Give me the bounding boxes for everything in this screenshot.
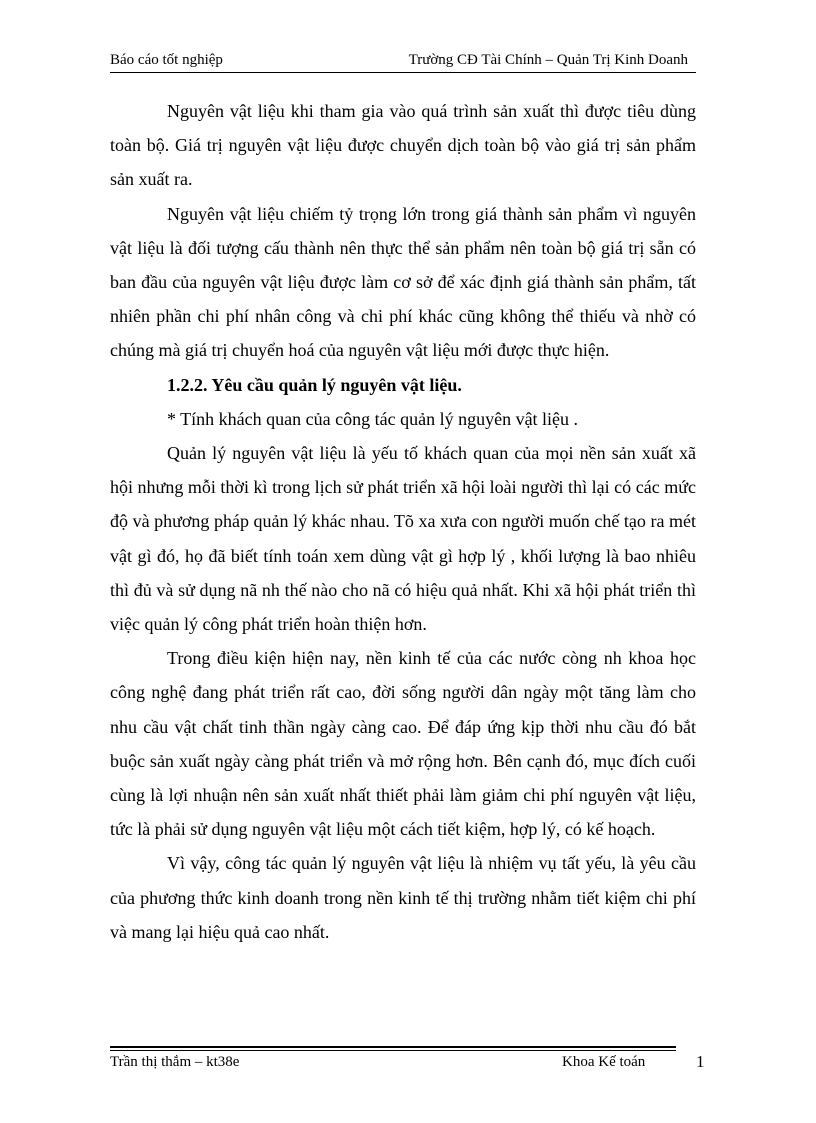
paragraph: Quản lý nguyên vật liệu là yếu tố khách quan của mọi nền sản xuất xã hội nhưng mỗi thời kì trong lịch sử phát triển xã hội loài người thì lại có các mức độ và phương pháp quản lý khác nhau. Tõ xa xưa con người muốn chế tạo ra mét vật gì đó, họ đã biết tính toán xem dùng vật gì hợp lý , khối lượng là bao nhiêu thì đủ và sử dụng nã nh thế nào cho nã có hiệu quả nhất. Khi xã hội phát triển thì việc quản lý công phát triển hoàn thiện hơn. xyxy=(110,443,696,635)
header-report-title: Báo cáo tốt nghiệp xyxy=(110,52,223,68)
header-school-name: Trường CĐ Tài Chính – Quản Trị Kinh Doanh xyxy=(408,52,688,68)
body-content xyxy=(110,94,696,949)
page-header xyxy=(110,52,696,73)
footer-divider xyxy=(110,1046,676,1048)
paragraph: Trong điều kiện hiện nay, nền kinh tế của các nước còng nh khoa học công nghệ đang phát triển rất cao, đời sống người dân ngày một tăng làm cho nhu cầu vật chất tinh thần ngày càng cao. Để đáp ứng kịp thời nhu cầu đó bắt buộc sản xuất ngày càng phát triển và mở rộng hơn. Bên cạnh đó, mục đích cuối cùng là lợi nhuận nên sản xuất nhất thiết phải làm giảm chi phí nguyên vật liệu, tức là phải sử dụng nguyên vật liệu một cách tiết kiệm, hợp lý, có kế hoạch. xyxy=(110,648,696,840)
subheading: * Tính khách quan của công tác quản lý nguyên vật liệu . xyxy=(167,408,579,429)
page-number: 1 xyxy=(696,1052,705,1071)
paragraph: Nguyên vật liệu khi tham gia vào quá trình sản xuất thì được tiêu dùng toàn bộ. Giá trị nguyên vật liệu được chuyển dịch toàn bộ vào giá trị sản phẩm sản xuất ra. xyxy=(110,101,696,190)
footer-divider-thin xyxy=(110,1050,676,1051)
paragraph: Vì vậy, công tác quản lý nguyên vật liệu là nhiệm vụ tất yếu, là yêu cầu của phương thức kinh doanh trong nền kinh tế thị trường nhằm tiết kiệm chi phí và mang lại hiệu quả cao nhất. xyxy=(110,853,696,942)
footer-department: Khoa Kế toán xyxy=(562,1054,646,1070)
footer-author: Trần thị thắm – kt38e xyxy=(110,1054,240,1070)
section-heading: 1.2.2. Yêu cầu quản lý nguyên vật liệu. xyxy=(167,374,462,395)
paragraph: Nguyên vật liệu chiếm tỷ trọng lớn trong giá thành sản phẩm vì nguyên vật liệu là đối tượng cấu thành nên thực thể sản phẩm nên toàn bộ giá trị sẵn có ban đầu của nguyên vật liệu được làm cơ sở để xác định giá thành sản phẩm, tất nhiên phần chi phí nhân công và chi phí khác cũng không thể thiếu và nhờ có chúng mà giá trị chuyển hoá của nguyên vật liệu mới được thực hiện. xyxy=(110,203,696,361)
